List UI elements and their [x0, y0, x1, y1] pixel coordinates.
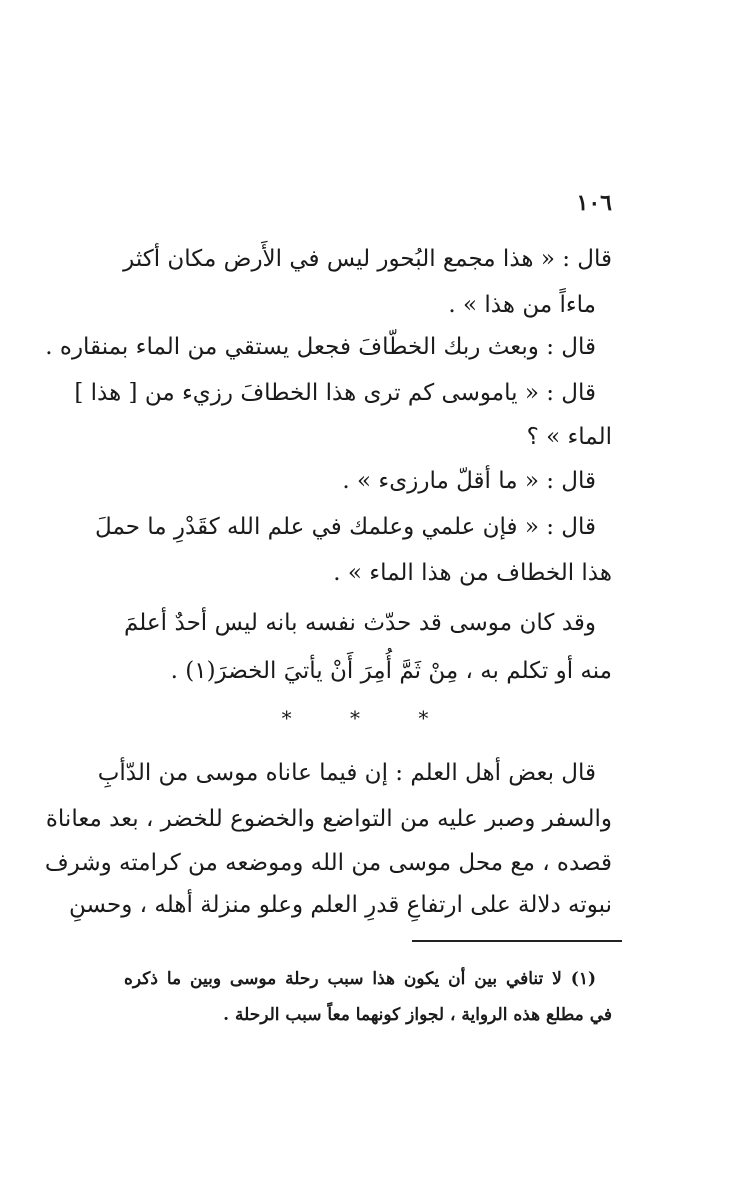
text-line: وقد كان موسى قد حدّث نفسه بانه ليس أحدٌ أعلمَ: [124, 610, 596, 636]
text-line: قصده ، مع محل موسى من الله وموضعه من كرامته وشرف: [44, 850, 612, 876]
text-line: قال بعض أهل العلم : إن فيما عاناه موسى من الدّأبِ: [97, 760, 596, 786]
text-line: قال : وبعث ربك الخطّافَ فجعل يستقي من الماء بمنقاره .: [45, 334, 596, 360]
section-separator: * * *: [281, 706, 455, 730]
text-line: قال : « ما أقلّ مارزىء » .: [342, 468, 596, 494]
text-line: الماء » ؟: [526, 424, 612, 450]
text-line: ماءاً من هذا » .: [448, 292, 596, 318]
footnote-line: في مطلع هذه الرواية ، لجواز كونهما معاً سبب الرحلة .: [223, 1005, 612, 1025]
text-line: والسفر وصبر عليه من التواضع والخضوع للخضر ، بعد معاناة: [45, 806, 612, 832]
text-line: قال : « هذا مجمع البُحور ليس في الأَرض مكان أكثر: [123, 246, 612, 272]
footnote-line: (١) لا تنافي بين أن يكون هذا سبب رحلة موسى وبين ما ذكره: [124, 969, 596, 989]
footnote-divider: [412, 940, 622, 942]
text-line: قال : « فإن علمي وعلمك في علم الله كقَدْرِ ما حملَ: [95, 514, 596, 540]
page-number: ١٠٦: [576, 190, 612, 216]
text-line: قال : « ياموسى كم ترى هذا الخطافَ رزيء من [ هذا ]: [74, 380, 596, 406]
text-line: نبوته دلالة على ارتفاعِ قدرِ العلم وعلو منزلة أهله ، وحسنِ: [69, 892, 612, 918]
text-line: هذا الخطاف من هذا الماء » .: [333, 560, 612, 586]
text-line: منه أو تكلم به ، مِنْ ثَمَّ أُمِرَ أَنْ يأتيَ الخضرَ(١) .: [170, 658, 612, 684]
